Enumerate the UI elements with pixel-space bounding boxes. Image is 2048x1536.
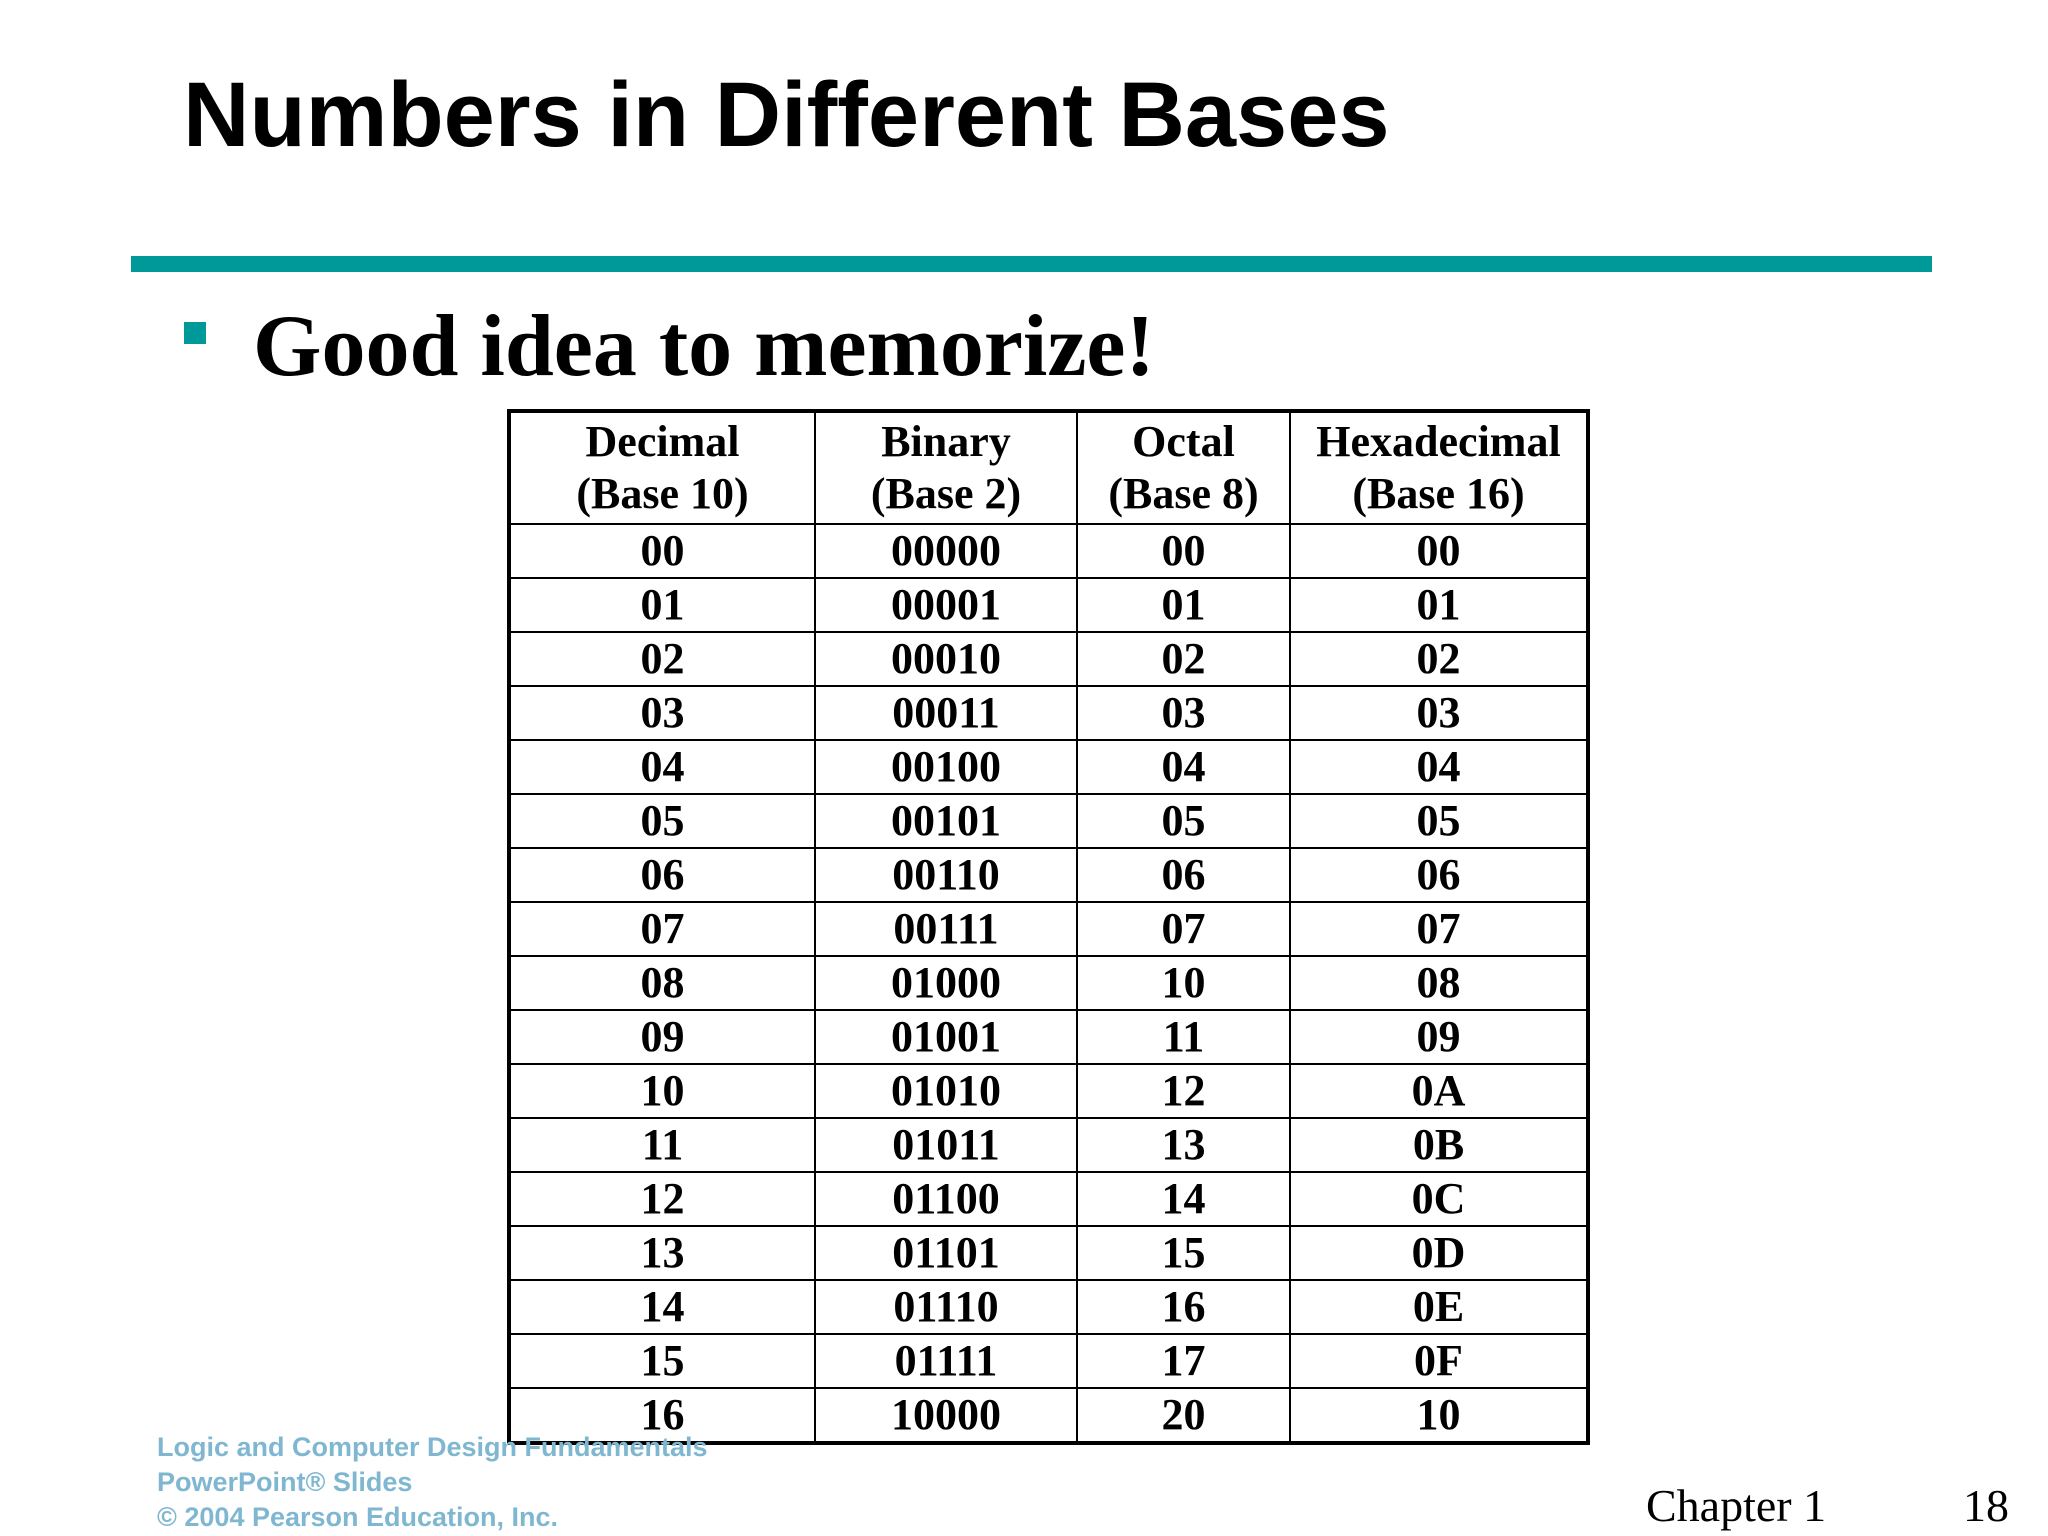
cell-decimal: 02 xyxy=(509,632,815,686)
cell-octal: 05 xyxy=(1077,794,1290,848)
cell-hexadecimal: 0B xyxy=(1290,1118,1588,1172)
cell-decimal: 12 xyxy=(509,1172,815,1226)
cell-decimal: 01 xyxy=(509,578,815,632)
cell-decimal: 13 xyxy=(509,1226,815,1280)
cell-decimal: 11 xyxy=(509,1118,815,1172)
table-row xyxy=(509,632,1588,686)
header-decimal-name: Decimal xyxy=(585,417,740,466)
table-row xyxy=(509,1064,1588,1118)
cell-decimal: 03 xyxy=(509,686,815,740)
cell-hexadecimal: 0F xyxy=(1290,1334,1588,1388)
cell-binary: 01010 xyxy=(815,1064,1077,1118)
table-row xyxy=(509,1010,1588,1064)
cell-octal: 06 xyxy=(1077,848,1290,902)
footer-chapter: Chapter 1 xyxy=(1646,1480,1827,1531)
header-octal-name: Octal xyxy=(1132,417,1235,466)
cell-octal: 02 xyxy=(1077,632,1290,686)
cell-hexadecimal: 07 xyxy=(1290,902,1588,956)
cell-octal: 15 xyxy=(1077,1226,1290,1280)
cell-hexadecimal: 0E xyxy=(1290,1280,1588,1334)
cell-hexadecimal: 06 xyxy=(1290,848,1588,902)
cell-octal: 13 xyxy=(1077,1118,1290,1172)
cell-hexadecimal: 02 xyxy=(1290,632,1588,686)
bullet-text: Good idea to memorize! xyxy=(253,298,1155,395)
header-octal-base: (Base 8) xyxy=(1108,469,1259,518)
cell-decimal: 10 xyxy=(509,1064,815,1118)
header-binary-name: Binary xyxy=(881,417,1011,466)
cell-decimal: 04 xyxy=(509,740,815,794)
table-row xyxy=(509,740,1588,794)
cell-binary: 01110 xyxy=(815,1280,1077,1334)
cell-decimal: 07 xyxy=(509,902,815,956)
cell-hexadecimal: 00 xyxy=(1290,524,1588,578)
table-row xyxy=(509,1226,1588,1280)
header-binary-base: (Base 2) xyxy=(870,469,1022,518)
table-row xyxy=(509,794,1588,848)
cell-octal: 11 xyxy=(1077,1010,1290,1064)
header-hexadecimal xyxy=(1290,411,1588,524)
cell-hexadecimal: 08 xyxy=(1290,956,1588,1010)
base-conversion-table xyxy=(507,409,1590,1445)
cell-binary: 01111 xyxy=(815,1334,1077,1388)
cell-octal: 07 xyxy=(1077,902,1290,956)
cell-hexadecimal: 01 xyxy=(1290,578,1588,632)
header-hexadecimal-base: (Base 16) xyxy=(1352,469,1525,518)
table-row xyxy=(509,686,1588,740)
table-row xyxy=(509,848,1588,902)
table-header-row xyxy=(509,411,1588,524)
header-octal xyxy=(1077,411,1290,524)
cell-hexadecimal: 09 xyxy=(1290,1010,1588,1064)
cell-decimal: 05 xyxy=(509,794,815,848)
table-row xyxy=(509,1172,1588,1226)
bullet-square-icon xyxy=(184,322,206,344)
cell-hexadecimal: 0D xyxy=(1290,1226,1588,1280)
cell-octal: 12 xyxy=(1077,1064,1290,1118)
cell-binary: 01011 xyxy=(815,1118,1077,1172)
table-row xyxy=(509,524,1588,578)
cell-decimal: 16 xyxy=(509,1388,815,1443)
title-divider xyxy=(131,256,1932,272)
cell-binary: 00111 xyxy=(815,902,1077,956)
cell-octal: 20 xyxy=(1077,1388,1290,1443)
footer-page-number: 18 xyxy=(1963,1480,2009,1531)
cell-octal: 17 xyxy=(1077,1334,1290,1388)
table-row xyxy=(509,902,1588,956)
logo-line-slides: PowerPoint® Slides xyxy=(157,1467,413,1497)
cell-binary: 01000 xyxy=(815,956,1077,1010)
cell-binary: 00110 xyxy=(815,848,1077,902)
cell-hexadecimal: 03 xyxy=(1290,686,1588,740)
cell-binary: 10000 xyxy=(815,1388,1077,1443)
cell-binary: 01001 xyxy=(815,1010,1077,1064)
cell-hexadecimal: 05 xyxy=(1290,794,1588,848)
table-row xyxy=(509,1334,1588,1388)
cell-hexadecimal: 0A xyxy=(1290,1064,1588,1118)
cell-octal: 10 xyxy=(1077,956,1290,1010)
cell-binary: 00000 xyxy=(815,524,1077,578)
cell-hexadecimal: 04 xyxy=(1290,740,1588,794)
cell-hexadecimal: 0C xyxy=(1290,1172,1588,1226)
header-hexadecimal-name: Hexadecimal xyxy=(1316,417,1561,466)
header-decimal xyxy=(509,411,815,524)
cell-binary: 00101 xyxy=(815,794,1077,848)
cell-decimal: 14 xyxy=(509,1280,815,1334)
cell-octal: 04 xyxy=(1077,740,1290,794)
cell-octal: 00 xyxy=(1077,524,1290,578)
cell-decimal: 09 xyxy=(509,1010,815,1064)
cell-octal: 01 xyxy=(1077,578,1290,632)
table-row xyxy=(509,578,1588,632)
cell-hexadecimal: 10 xyxy=(1290,1388,1588,1443)
table-row xyxy=(509,1118,1588,1172)
slide-title: Numbers in Different Bases xyxy=(183,64,1390,166)
cell-binary: 00010 xyxy=(815,632,1077,686)
cell-binary: 00011 xyxy=(815,686,1077,740)
cell-binary: 01101 xyxy=(815,1226,1077,1280)
cell-binary: 00100 xyxy=(815,740,1077,794)
table-row xyxy=(509,956,1588,1010)
logo-line-book-title: Logic and Computer Design Fundamentals xyxy=(157,1432,708,1462)
cell-octal: 03 xyxy=(1077,686,1290,740)
header-decimal-base: (Base 10) xyxy=(576,469,749,518)
cell-decimal: 08 xyxy=(509,956,815,1010)
cell-decimal: 15 xyxy=(509,1334,815,1388)
logo-line-copyright: © 2004 Pearson Education, Inc. xyxy=(157,1502,559,1532)
cell-octal: 16 xyxy=(1077,1280,1290,1334)
header-binary xyxy=(815,411,1077,524)
cell-binary: 00001 xyxy=(815,578,1077,632)
publisher-logo-text xyxy=(157,1430,708,1535)
table-row xyxy=(509,1280,1588,1334)
cell-decimal: 06 xyxy=(509,848,815,902)
cell-binary: 01100 xyxy=(815,1172,1077,1226)
cell-decimal: 00 xyxy=(509,524,815,578)
cell-octal: 14 xyxy=(1077,1172,1290,1226)
